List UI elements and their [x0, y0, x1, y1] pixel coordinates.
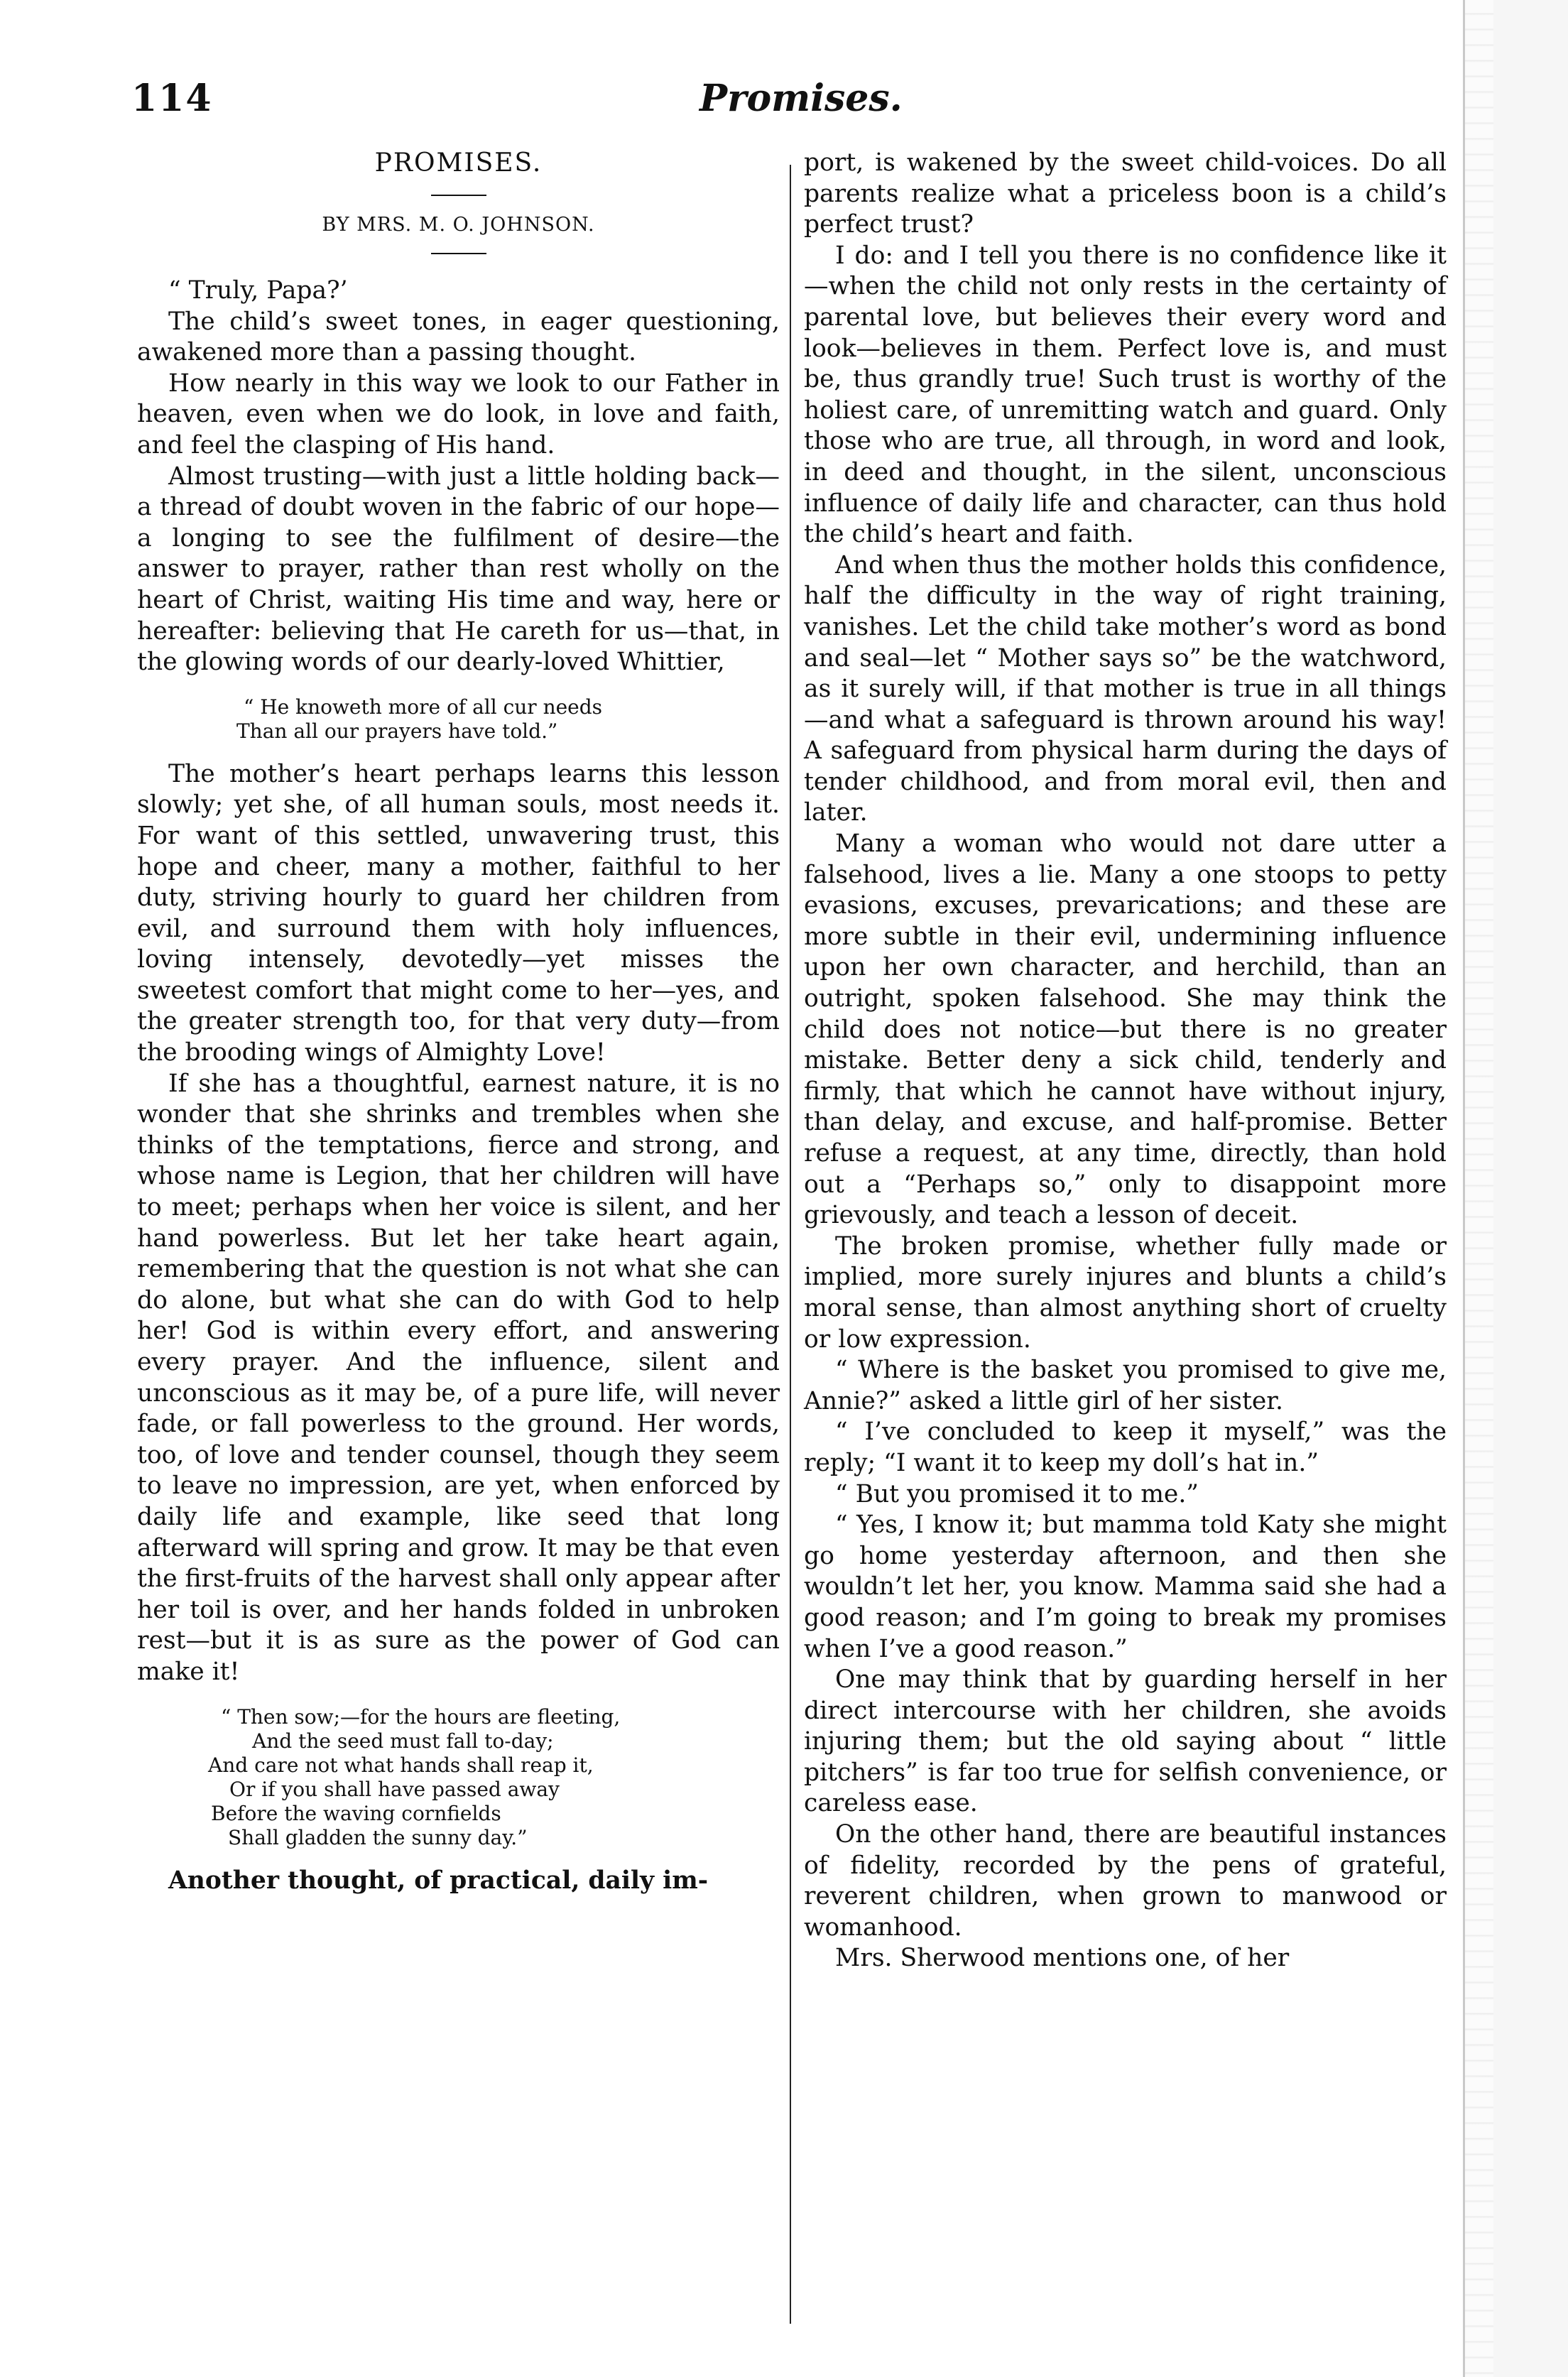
paragraph: “ But you promised it to me.” — [835, 1479, 1199, 1508]
paragraph: Another thought, of practical, daily im- — [168, 1866, 709, 1895]
paragraph: The mother’s heart perhaps learns this lesson slowly; yet she, of all human souls, most needs it. For want of this settled, unwavering trust, this hope and cheer, many a mother, faithful to her duty, striving hourly to guard her children from evil, and surround them with holy influences, loving intensely, devotedly—yet misses the sweetest comfort that might come to her—yes, and the greater strength too, for that very duty—from the brooding wings of Almighty Love! — [137, 759, 780, 1067]
verse-line: “ Then sow;—for the hours are fleeting, — [221, 1704, 621, 1729]
paragraph: The child’s sweet tones, in eager questioning, awakened more than a passing thought. — [137, 307, 780, 367]
paragraph: “ Yes, I know it; but mamma told Katy she might go home yesterday afternoon, and then she wouldn’t let her, you know. Mamma said she had a good reason; and I’m going to break my promises when I’ve a good reason.” — [804, 1511, 1447, 1663]
title-rule — [431, 195, 486, 196]
edge-texture — [1465, 0, 1493, 2377]
paragraph: Mrs. Sherwood mentions one, of her — [835, 1944, 1290, 1973]
paragraph: The broken promise, whether fully made or implied, more surely injures and blunts a child’s moral sense, than almost anything short of cruelty or low expression. — [804, 1231, 1447, 1354]
paragraph: And when thus the mother holds this confidence, half the difficulty in the way of right training, vanishes. Let the child take mother’s word as bond and seal—let “ Mother says so” be the watchword, as it surely will, if that mother is true in all things—and what a safeguard is thrown around his way! A safeguard from physical harm during the days of tender childhood, and from moral evil, then and later. — [804, 550, 1447, 827]
paragraph: “ I’ve concluded to keep it myself,” was the reply; “I want it to keep my doll’s hat in.” — [804, 1418, 1447, 1477]
paragraph: How nearly in this way we look to our Father in heaven, even when we do look, in love and faith, and feel the clasping of His hand. — [137, 369, 780, 459]
verse-line: “ He knoweth more of all cur needs — [244, 695, 603, 719]
paragraph: Many a woman who would not dare utter a falsehood, lives a lie. Many a one stoops to petty evasions, excuses, prevarications; and these are more subtle in their evil, undermining influence upon her own character, and herchild, than an outright, spoken falsehood. She may think the child does not notice—but there is no greater mistake. Better deny a sick child, tenderly and firmly, that which he cannot have without injury, than delay, and excuse, and half-promise. Better refuse a request, at any time, directly, than hold out a “Perhaps so,” only to disappoint more grievously, and teach a lesson of deceit. — [804, 829, 1447, 1230]
page-number: 114 — [131, 77, 213, 120]
running-head: Promises. — [699, 77, 903, 120]
page-edge — [1463, 0, 1568, 2377]
verse-line: Shall gladden the sunny day.” — [228, 1825, 528, 1849]
verse-line: Before the waving cornfields — [211, 1801, 501, 1825]
verse-quote — [137, 1705, 780, 1850]
paragraph: If she has a thoughtful, earnest nature, it is no wonder that she shrinks and trembles when she thinks of the temptations, fierce and strong, and whose name is Legion, that her children will have to meet; perhaps when her voice is silent, and her hand powerless. But let her take heart again, remembering that the question is not what she can do alone, but what she can do with God to help her! God is within every effort, and answering every prayer. And the influence, silent and unconscious as it may be, of a pure life, will never fade, or fall powerless to the ground. Her words, too, of love and tender counsel, though they seem to leave no impression, are yet, when enforced by daily life and example, like seed that long afterward will spring and grow. It may be that even the first-fruits of the harvest shall only appear after her toil is over, and her hands folded in unbroken rest—but it is as sure as the power of God can make it! — [137, 1069, 780, 1686]
verse-line: Than all our prayers have told.” — [236, 719, 558, 743]
paragraph: I do: and I tell you there is no confidence like it—when the child not only rests in the certainty of parental love, but believes their every word and look—believes in them. Perfect love is, and must be, thus grandly true! Such trust is worthy of the holiest care, of unremitting watch and guard. Only those who are true, all through, in word and look, in deed and thought, in the silent, unconscious influence of daily life and character, can thus hold the child’s heart and faith. — [804, 241, 1447, 549]
verse-line: Or if you shall have passed away — [229, 1777, 560, 1801]
byline-rule — [431, 253, 486, 254]
paragraph: “ Where is the basket you promised to give me, Annie?” asked a little girl of her sister. — [804, 1356, 1447, 1415]
verse-quote — [137, 695, 780, 744]
article-title: PROMISES. — [374, 148, 543, 178]
paragraph: Almost trusting—with just a little holding back—a thread of doubt woven in the fabric of our hope—a longing to see the fulfilment of desire—the answer to prayer, rather than rest wholly on the heart of Christ, waiting His time and way, here or hereafter: believing that He careth for us—that, in the glowing words of our dearly-loved Whittier, — [137, 462, 780, 677]
paragraph: “ Truly, Papa?’ — [168, 276, 348, 305]
byline: BY MRS. M. O. JOHNSON. — [322, 214, 595, 236]
paragraph: One may think that by guarding herself in her direct intercourse with her children, she avoids injuring them; but the old saying about “ little pitchers” is far too true for selfish convenience, or careless ease. — [804, 1665, 1447, 1818]
paragraph: On the other hand, there are beautiful instances of fidelity, recorded by the pens of grateful, reverent children, when grown to manwood or womanhood. — [804, 1820, 1447, 1942]
page-header — [131, 77, 1452, 126]
verse-line: And care not what hands shall reap it, — [208, 1753, 594, 1777]
verse-line: And the seed must fall to-day; — [252, 1729, 554, 1753]
paragraph: port, is wakened by the sweet child-voices. Do all parents realize what a priceless boon is a child’s perfect trust? — [804, 148, 1447, 239]
left-column — [137, 148, 780, 1896]
column-rule — [790, 165, 791, 2324]
right-column — [804, 148, 1447, 1974]
